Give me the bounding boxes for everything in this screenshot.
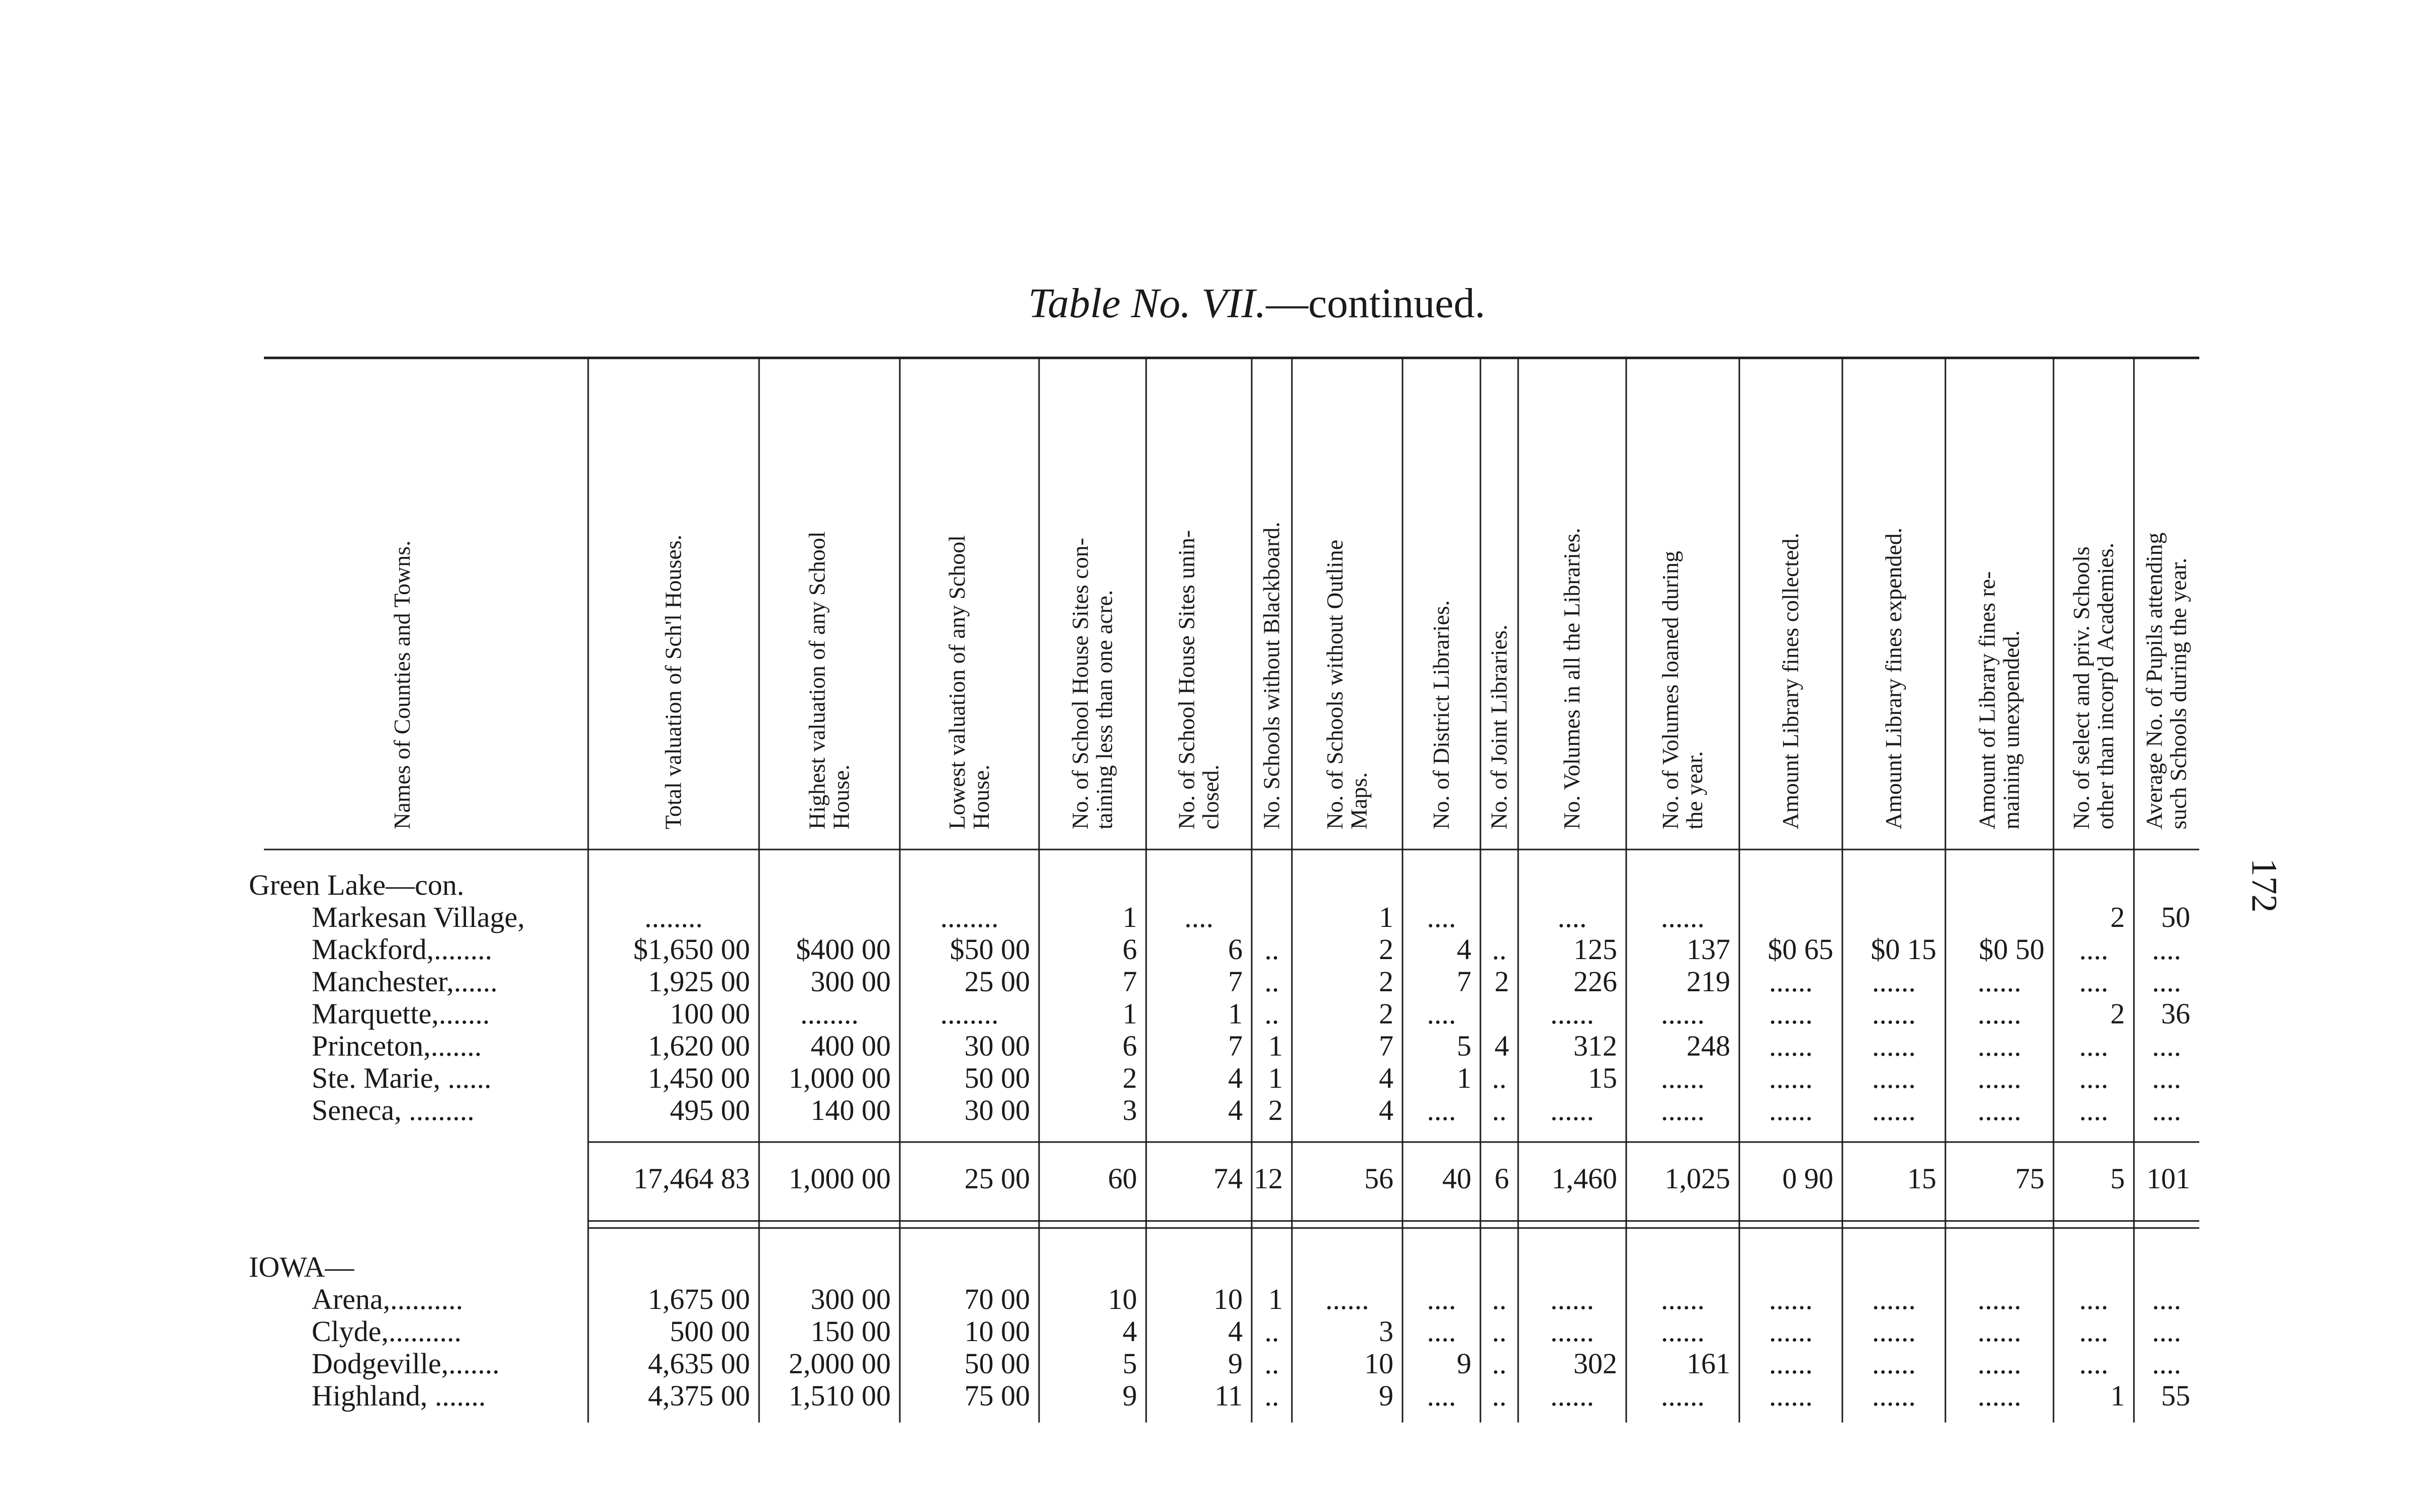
table-row-cell: ...... (1872, 1315, 1916, 1348)
table-row-cell: .... (2152, 1094, 2181, 1126)
table-title-italic: Table No. VII. (1028, 280, 1266, 327)
totals-row-cell: 6 (1495, 1162, 1509, 1195)
table-row-cell: 1 (1379, 901, 1393, 933)
town-name: Marquette,....... (312, 997, 490, 1030)
table-row-cell: ...... (1769, 1283, 1813, 1315)
table-row-cell: 1 (1268, 1029, 1283, 1062)
table-row-cell: ...... (1872, 965, 1916, 998)
table-row-cell: .. (1492, 1094, 1507, 1126)
table-row-cell: 50 00 (964, 1062, 1030, 1094)
table-row-cell: ........ (940, 901, 999, 933)
table-row-cell: ...... (1769, 1347, 1813, 1380)
column-header-14: Amount Library fines expended. (1880, 527, 1906, 829)
table-row-cell: .. (1264, 1347, 1279, 1380)
table-row-cell: 9 (1123, 1379, 1137, 1412)
table-row-cell: 1,510 00 (789, 1379, 891, 1412)
table-row-cell: 150 00 (810, 1315, 891, 1348)
table-row-cell: .... (2152, 1315, 2181, 1348)
table-row-cell: ...... (1661, 1283, 1705, 1315)
table-row-cell: $50 00 (950, 933, 1030, 966)
table-row-cell: 6 (1123, 1029, 1137, 1062)
town-name: Markesan Village, (312, 901, 525, 933)
column-header-7: No. Schools without Blackboard. (1258, 522, 1284, 829)
table-row-cell: .... (1184, 901, 1213, 933)
column-header-4: Lowest valuation of any School (944, 535, 970, 829)
table-row-cell: 2 (1379, 997, 1393, 1030)
column-header-16: other than incorp'd Academies. (2092, 542, 2118, 829)
table-row-cell: 10 (1108, 1283, 1137, 1315)
table-row-cell: 4,375 00 (648, 1379, 750, 1412)
table-row-cell: 1,620 00 (648, 1029, 750, 1062)
table-row-cell: .... (2079, 1094, 2108, 1126)
town-name: Ste. Marie, ...... (312, 1062, 492, 1094)
totals-row-cell: 60 (1108, 1162, 1137, 1195)
table-title-suffix: —continued. (1266, 280, 1485, 327)
table-row-cell: 9 (1379, 1379, 1393, 1412)
table-row-cell: 125 (1573, 933, 1617, 966)
table-row-cell: 1 (1123, 901, 1137, 933)
table-row-cell: 4 (1379, 1062, 1393, 1094)
table-row-cell: 2 (2110, 997, 2125, 1030)
table-row-cell: ...... (1978, 965, 2021, 998)
column-header-4: House. (968, 764, 994, 829)
table-row-cell: .... (2152, 965, 2181, 998)
column-header-1: Names of Counties and Towns. (389, 540, 415, 829)
table-row-cell: $1,650 00 (633, 933, 750, 966)
table-row-cell: ...... (1661, 1062, 1705, 1094)
column-header-12: No. of Volumes loaned during (1657, 550, 1683, 829)
table-row-cell: ........ (800, 997, 859, 1030)
table-row-cell: 7 (1379, 1029, 1393, 1062)
column-header-15: Amount of Library fines re- (1974, 571, 2000, 829)
table-row-cell: 36 (2161, 997, 2190, 1030)
table-row-cell: ...... (1872, 1283, 1916, 1315)
table-row-cell: 4 (1123, 1315, 1137, 1348)
table-row-cell: 30 00 (964, 1094, 1030, 1126)
column-header-15: maining unexpended. (1998, 630, 2024, 829)
table-row-cell: .... (2079, 1062, 2108, 1094)
column-header-5: No. of School House Sites con- (1067, 537, 1093, 829)
table-row-cell: 9 (1457, 1347, 1471, 1380)
totals-row-cell: 12 (1254, 1162, 1283, 1195)
town-name: Seneca, ......... (312, 1094, 475, 1126)
table-row-cell: 312 (1573, 1029, 1617, 1062)
column-header-11: No. Volumes in all the Libraries. (1558, 527, 1584, 829)
table-row-cell: 30 00 (964, 1029, 1030, 1062)
table-row-cell: $0 15 (1871, 933, 1936, 966)
table-row-cell: .. (1264, 997, 1279, 1030)
column-header-9: No. of District Libraries. (1428, 600, 1454, 829)
table-row-cell: 219 (1687, 965, 1730, 998)
table-row-cell: ...... (1769, 997, 1813, 1030)
table-row-cell: .... (2152, 1347, 2181, 1380)
table-row-cell: 55 (2161, 1379, 2190, 1412)
totals-row-cell: 40 (1442, 1162, 1471, 1195)
table-row-cell: ...... (1769, 965, 1813, 998)
table-row-cell: ...... (1550, 1379, 1594, 1412)
table-row-cell: 10 (1364, 1347, 1393, 1380)
column-header-6: closed. (1197, 764, 1224, 829)
table-row-cell: .... (2079, 1315, 2108, 1348)
column-header-10: No. of Joint Libraries. (1485, 624, 1512, 829)
table-row-cell: .... (1427, 1094, 1456, 1126)
table-row-cell: 248 (1687, 1029, 1730, 1062)
table-row-cell: 11 (1215, 1379, 1243, 1412)
table-row-cell: 4 (1495, 1029, 1509, 1062)
table-row-cell: 1 (1228, 997, 1243, 1030)
table-row-cell: 7 (1457, 965, 1471, 998)
table-row-cell: 4 (1228, 1315, 1243, 1348)
town-name: Dodgeville,....... (312, 1347, 500, 1380)
totals-row-cell: 1,460 (1551, 1162, 1617, 1195)
table-row-cell: 75 00 (964, 1379, 1030, 1412)
table-row-cell: 2 (1379, 965, 1393, 998)
table-row-cell: .. (1492, 1283, 1507, 1315)
table-row-cell: ........ (644, 901, 703, 933)
town-name: Manchester,...... (312, 965, 498, 998)
table-row-cell: ...... (1872, 1347, 1916, 1380)
table-row-cell: 4 (1228, 1062, 1243, 1094)
table-row-cell: 2 (1123, 1062, 1137, 1094)
column-header-3: Highest valuation of any School (804, 531, 830, 829)
table-row-cell: .. (1492, 933, 1507, 966)
column-header-8: No. of Schools without Outline (1322, 539, 1348, 829)
table-row-cell: 2 (1268, 1094, 1283, 1126)
table-row-cell: 302 (1573, 1347, 1617, 1380)
table-row-cell: $0 65 (1767, 933, 1833, 966)
town-name: Arena,.......... (312, 1283, 463, 1315)
table-row-cell: 137 (1687, 933, 1730, 966)
table-row-cell: .. (1264, 1379, 1279, 1412)
table-row-cell: 1 (1457, 1062, 1471, 1094)
table-row-cell: ...... (1978, 997, 2021, 1030)
table-row-cell: 25 00 (964, 965, 1030, 998)
column-header-8: Maps. (1346, 772, 1372, 829)
county-name: IOWA— (249, 1251, 354, 1283)
table-row-cell: 140 00 (810, 1094, 891, 1126)
table-row-cell: ...... (1550, 997, 1594, 1030)
table-row-cell: ...... (1661, 1315, 1705, 1348)
totals-row-cell: 101 (2146, 1162, 2190, 1195)
town-name: Clyde,.......... (312, 1315, 462, 1348)
table-row-cell: 15 (1588, 1062, 1617, 1094)
table-row-cell: ...... (1661, 1379, 1705, 1412)
table-row-cell: 500 00 (670, 1315, 750, 1348)
table-row-cell: 3 (1379, 1315, 1393, 1348)
table-row-cell: 9 (1228, 1347, 1243, 1380)
totals-row-cell: 56 (1364, 1162, 1393, 1195)
table-row-cell: 300 00 (810, 1283, 891, 1315)
table-row-cell: 1 (1268, 1283, 1283, 1315)
table-row-cell: ...... (1550, 1315, 1594, 1348)
table-row-cell: 2 (1379, 933, 1393, 966)
table-row-cell: 4 (1379, 1094, 1393, 1126)
column-header-5: taining less than one acre. (1091, 590, 1117, 829)
table-row-cell: 1,000 00 (789, 1062, 891, 1094)
table-row-cell: 7 (1228, 1029, 1243, 1062)
totals-row-cell: 17,464 83 (633, 1162, 750, 1195)
table-row-cell: ...... (1325, 1283, 1369, 1315)
table-row-cell: .... (2152, 1029, 2181, 1062)
table-row-cell: 400 00 (810, 1029, 891, 1062)
table-row-cell: ...... (1769, 1315, 1813, 1348)
table-row-cell: 2 (1495, 965, 1509, 998)
table-row-cell: ...... (1661, 1094, 1705, 1126)
table-row-cell: 2,000 00 (789, 1347, 891, 1380)
table-row-cell: ...... (1769, 1029, 1813, 1062)
table-row-cell: ...... (1978, 1094, 2021, 1126)
table-row-cell: 70 00 (964, 1283, 1030, 1315)
table-row-cell: .. (1492, 1347, 1507, 1380)
table-row-cell: 1 (2110, 1379, 2125, 1412)
table-row-cell: 7 (1123, 965, 1137, 998)
table-row-cell: 6 (1228, 933, 1243, 966)
table-row-cell: .. (1264, 933, 1279, 966)
table-row-cell: .... (1557, 901, 1587, 933)
column-header-13: Amount Library fines collected. (1777, 532, 1803, 829)
table-row-cell: ...... (1978, 1062, 2021, 1094)
table-row-cell: 1 (1268, 1062, 1283, 1094)
table-row-cell: .... (2152, 1062, 2181, 1094)
table-row-cell: .. (1264, 965, 1279, 998)
table-row-cell: 495 00 (670, 1094, 750, 1126)
table-row-cell: 161 (1687, 1347, 1730, 1380)
table-row-cell: ...... (1978, 1347, 2021, 1380)
table-row-cell: ...... (1978, 1315, 2021, 1348)
table-row-cell: ...... (1769, 1094, 1813, 1126)
table-row-cell: 6 (1123, 933, 1137, 966)
table-row-cell: .. (1492, 1062, 1507, 1094)
column-header-2: Total valuation of Sch'l Houses. (660, 534, 686, 829)
table-row-cell: 1,925 00 (648, 965, 750, 998)
table-row-cell: .... (2079, 1347, 2108, 1380)
totals-row-cell: 25 00 (964, 1162, 1030, 1195)
column-header-16: No. of select and priv. Schools (2068, 546, 2094, 829)
table-row-cell: 1,675 00 (648, 1283, 750, 1315)
table-row-cell: 10 (1213, 1283, 1243, 1315)
table-row-cell: 50 (2161, 901, 2190, 933)
town-name: Mackford,........ (312, 933, 493, 966)
table-row-cell: 1,450 00 (648, 1062, 750, 1094)
table-row-cell: 100 00 (670, 997, 750, 1030)
table-row-cell: ........ (940, 997, 999, 1030)
table-row-cell: $400 00 (796, 933, 891, 966)
table-row-cell: 5 (1123, 1347, 1137, 1380)
table-row-cell: ...... (1661, 997, 1705, 1030)
table-row-cell: 1 (1123, 997, 1137, 1030)
table-row-cell: ...... (1872, 1094, 1916, 1126)
county-name: Green Lake—con. (249, 869, 464, 901)
table-row-cell: ...... (1550, 1283, 1594, 1315)
totals-row-cell: 5 (2110, 1162, 2125, 1195)
totals-row-cell: 75 (2015, 1162, 2044, 1195)
table-row-cell: 4 (1457, 933, 1471, 966)
town-name: Highland, ....... (312, 1379, 486, 1412)
table-row-cell: 10 00 (964, 1315, 1030, 1348)
table-row-cell: 300 00 (810, 965, 891, 998)
table-row-cell: .... (2079, 933, 2108, 966)
table-row-cell: .... (2079, 1029, 2108, 1062)
table-row-cell: .. (1492, 1315, 1507, 1348)
totals-row-cell: 0 90 (1782, 1162, 1833, 1195)
table-row-cell: ...... (1661, 901, 1705, 933)
table-row-cell: 4 (1228, 1094, 1243, 1126)
table-row-cell: ...... (1550, 1094, 1594, 1126)
table-row-cell: ...... (1978, 1283, 2021, 1315)
totals-row-cell: 1,025 (1664, 1162, 1730, 1195)
table-row-cell: .... (2079, 965, 2108, 998)
totals-row-cell: 1,000 00 (789, 1162, 891, 1195)
totals-row-cell: 74 (1213, 1162, 1243, 1195)
column-header-6: No. of School House Sites unin- (1173, 530, 1199, 829)
table-row-cell: ...... (1769, 1062, 1813, 1094)
table-row-cell: .... (2079, 1283, 2108, 1315)
table-row-cell: .... (1427, 1379, 1456, 1412)
table-row-cell: .... (2152, 1283, 2181, 1315)
table-row-cell: 4,635 00 (648, 1347, 750, 1380)
table-row-cell: .... (1427, 901, 1456, 933)
table-row-cell: .... (1427, 1315, 1456, 1348)
column-header-17: such Schools during the year. (2165, 557, 2191, 829)
table-row-cell: ...... (1769, 1379, 1813, 1412)
table-row-cell: ...... (1978, 1029, 2021, 1062)
table-row-cell: .. (1264, 1315, 1279, 1348)
table-row-cell: .... (1427, 1283, 1456, 1315)
town-name: Princeton,....... (312, 1029, 482, 1062)
table-row-cell: .. (1492, 1379, 1507, 1412)
table-row-cell: 2 (2110, 901, 2125, 933)
table-row-cell: 226 (1573, 965, 1617, 998)
table-row-cell: ...... (1872, 1379, 1916, 1412)
table-row-cell: 7 (1228, 965, 1243, 998)
column-header-17: Average No. of Pupils attending (2141, 532, 2167, 829)
table-row-cell: ...... (1872, 1062, 1916, 1094)
page-number: 172 (2244, 858, 2285, 913)
column-header-3: House. (828, 764, 854, 829)
table-row-cell: .... (1427, 997, 1456, 1030)
table-row-cell: ...... (1978, 1379, 2021, 1412)
column-header-12: the year. (1681, 751, 1707, 829)
table-row-cell: ...... (1872, 997, 1916, 1030)
table-row-cell: $0 50 (1979, 933, 2044, 966)
table-row-cell: ...... (1872, 1029, 1916, 1062)
table-row-cell: 5 (1457, 1029, 1471, 1062)
table-row-cell: .... (2152, 933, 2181, 966)
table-row-cell: 50 00 (964, 1347, 1030, 1380)
table-row-cell: 3 (1123, 1094, 1137, 1126)
totals-row-cell: 15 (1907, 1162, 1936, 1195)
